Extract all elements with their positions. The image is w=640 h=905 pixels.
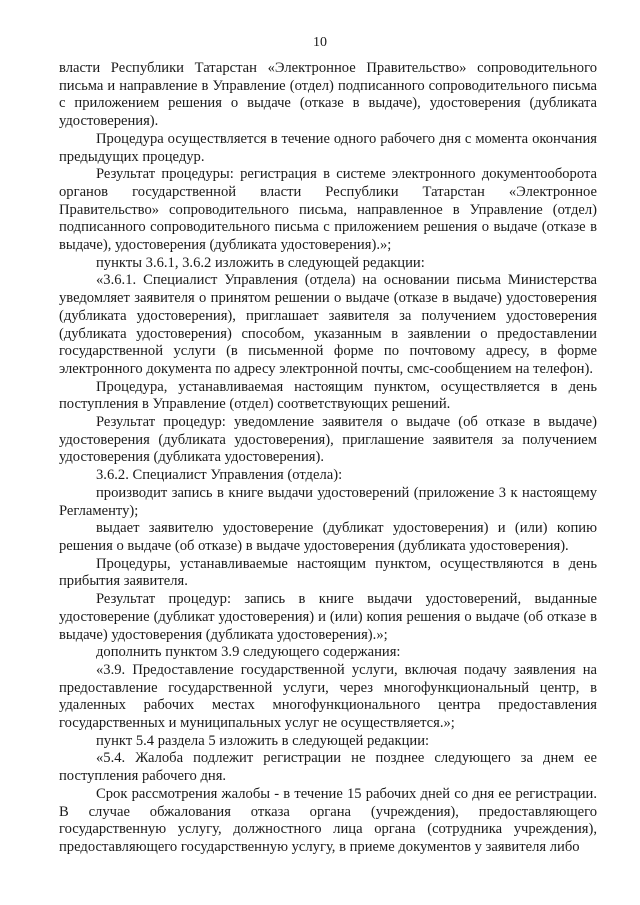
paragraph-5-4: «5.4. Жалоба подлежит регистрации не позднее следующего за днем ее поступления рабочего дня. [59,750,597,785]
page-number: 10 [313,35,327,50]
paragraph-procedure-timing: Процедура осуществляется в течение одного рабочего дня с момента окончания предыдущих процедур. [59,130,597,165]
paragraph-3-6-2: 3.6.2. Специалист Управления (отдела): [96,467,343,484]
document-body [59,60,597,857]
paragraph-3-6-1-result: Результат процедур: уведомление заявителя о выдаче (об отказе в выдаче) удостоверения (дубликата удостоверения), приглашение заявителя за получением удостоверения (дубликата удостоверения). [59,414,597,466]
paragraph-3-6-2-procedure: Процедуры, устанавливаемые настоящим пунктом, осуществляются в день прибытия заявителя. [59,555,597,590]
paragraph-continuation: власти Республики Татарстан «Электронное Правительство» сопроводительного письма и направление в Управление (отдел) подписанного сопроводительного письма с приложением решения о выдаче (отказе в выдаче), удостоверения (дубликата удостоверения). [59,60,597,130]
paragraph-3-6-1-procedure: Процедура, устанавливаемая настоящим пунктом, осуществляется в день поступления в Управление (отдел) соответствующих решений. [59,378,597,413]
paragraph-3-6-1: «3.6.1. Специалист Управления (отдела) на основании письма Министерства уведомляет заявителя о принятом решении о выдаче (отказе в выдаче) удостоверения (дубликата удостоверения), приглашает заявителя за получением удостоверения (дубликата удостоверения) способом, указанным в заявлении о предоставлении государственной услуги (в письменной форме по почтовому адресу, в форме электронного документа по адресу электронной почты, смс-сообщением на телефон). [59,272,597,377]
paragraph-3-6-2-result: Результат процедур: запись в книге выдачи удостоверений, выданные удостоверение (дубликат удостоверения) и (или) копия решения о выдаче (об отказе в выдаче) удостоверения (дубликата удостоверения).»; [59,591,597,643]
paragraph-complaint-term: Срок рассмотрения жалобы - в течение 15 рабочих дней со дня ее регистрации. В случае обжалования отказа органа (учреждения), предоставляющего государственную услугу, должностного лица органа (сотрудника учреждения), предоставляющего государственную услугу, в приеме документов у заявителя либо [59,785,597,855]
paragraph-3-6-2-record: производит запись в книге выдачи удостоверений (приложение 3 к настоящему Регламенту); [59,484,597,519]
paragraph-3-6-2-issue: выдает заявителю удостоверение (дубликат удостоверения) и (или) копию решения о выдаче (об отказе) в выдаче удостоверения (дубликата удостоверения). [59,520,597,554]
paragraph-amendment-3-6: пункты 3.6.1, 3.6.2 изложить в следующей редакции: [96,254,425,271]
paragraph-amendment-5-4: пункт 5.4 раздела 5 изложить в следующей редакции: [96,732,430,749]
paragraph-procedure-result: Результат процедуры: регистрация в системе электронного документооборота органов государственной власти Республики Татарстан «Электронное Правительство» сопроводительного письма, направленное в Управление (отдел) подписанного сопроводительного письма с приложением решения о выдаче (отказе в выдаче), удостоверения (дубликата удостоверения).»; [59,166,597,254]
paragraph-amendment-3-9: дополнить пунктом 3.9 следующего содержания: [96,644,401,661]
paragraph-3-9: «3.9. Предоставление государственной услуги, включая подачу заявления на предоставление государственной услуги, через многофункциональный центр, в удаленных рабочих местах многофункционального центра предоставления государственных и муниципальных услуг не осуществляется.»; [59,661,597,732]
